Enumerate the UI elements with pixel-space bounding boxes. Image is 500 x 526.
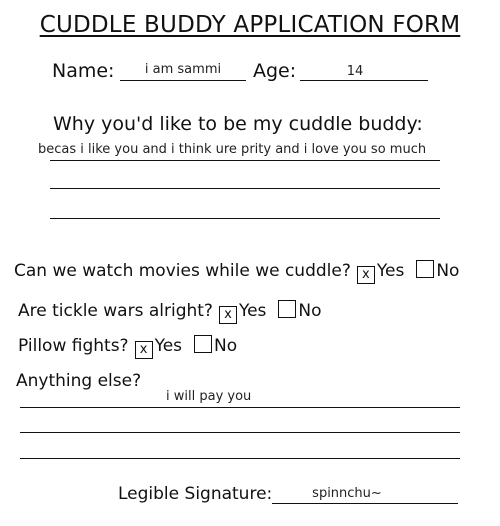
- form-title: CUDDLE BUDDY APPLICATION FORM: [39, 12, 461, 38]
- pillow-question: [18, 335, 237, 359]
- why-line-1: [50, 160, 440, 161]
- anything-line-2: [20, 432, 460, 433]
- why-answer[interactable]: becas i like you and i think ure prity and i love you so much: [38, 142, 427, 157]
- age-line: [300, 80, 428, 81]
- pillow-yes-checkbox[interactable]: x: [135, 341, 153, 359]
- why-question: Why you'd like to be my cuddle buddy:: [53, 113, 423, 135]
- anything-answer[interactable]: i will pay you: [166, 389, 252, 404]
- signature-label: Legible Signature:: [118, 484, 273, 504]
- pillow-no-checkbox[interactable]: [194, 335, 212, 353]
- movies-no-option[interactable]: [416, 260, 459, 281]
- age-value[interactable]: 14: [346, 64, 364, 79]
- movies-yes-checkbox[interactable]: x: [357, 266, 375, 284]
- movies-question-text: Can we watch movies while we cuddle?: [14, 261, 351, 281]
- tickle-yes-label: Yes: [238, 301, 267, 321]
- signature-value[interactable]: spinnchu~: [312, 486, 382, 501]
- tickle-yes-option[interactable]: [219, 301, 266, 324]
- anything-line-1: [20, 407, 460, 408]
- movies-no-label: No: [436, 261, 460, 281]
- tickle-no-label: No: [298, 301, 322, 321]
- anything-line-3: [20, 458, 460, 459]
- anything-label: Anything else?: [16, 371, 142, 391]
- tickle-question-text: Are tickle wars alright?: [18, 301, 213, 321]
- age-label: Age:: [253, 60, 297, 82]
- why-line-3: [50, 218, 440, 219]
- name-label: Name:: [52, 60, 115, 82]
- name-line: [120, 80, 246, 81]
- tickle-yes-checkbox[interactable]: x: [219, 306, 237, 324]
- tickle-no-option[interactable]: [278, 300, 321, 321]
- tickle-question: [18, 300, 322, 324]
- tickle-no-checkbox[interactable]: [278, 300, 296, 318]
- movies-yes-label: Yes: [376, 261, 405, 281]
- movies-no-checkbox[interactable]: [416, 260, 434, 278]
- movies-yes-option[interactable]: [357, 261, 404, 284]
- why-line-2: [50, 188, 440, 189]
- pillow-yes-option[interactable]: [135, 336, 182, 359]
- pillow-no-label: No: [214, 336, 238, 356]
- pillow-question-text: Pillow fights?: [18, 336, 129, 356]
- movies-question: [14, 260, 459, 284]
- signature-line: [272, 503, 458, 504]
- name-value[interactable]: i am sammi: [144, 62, 222, 77]
- pillow-yes-label: Yes: [154, 336, 183, 356]
- pillow-no-option[interactable]: [194, 335, 237, 356]
